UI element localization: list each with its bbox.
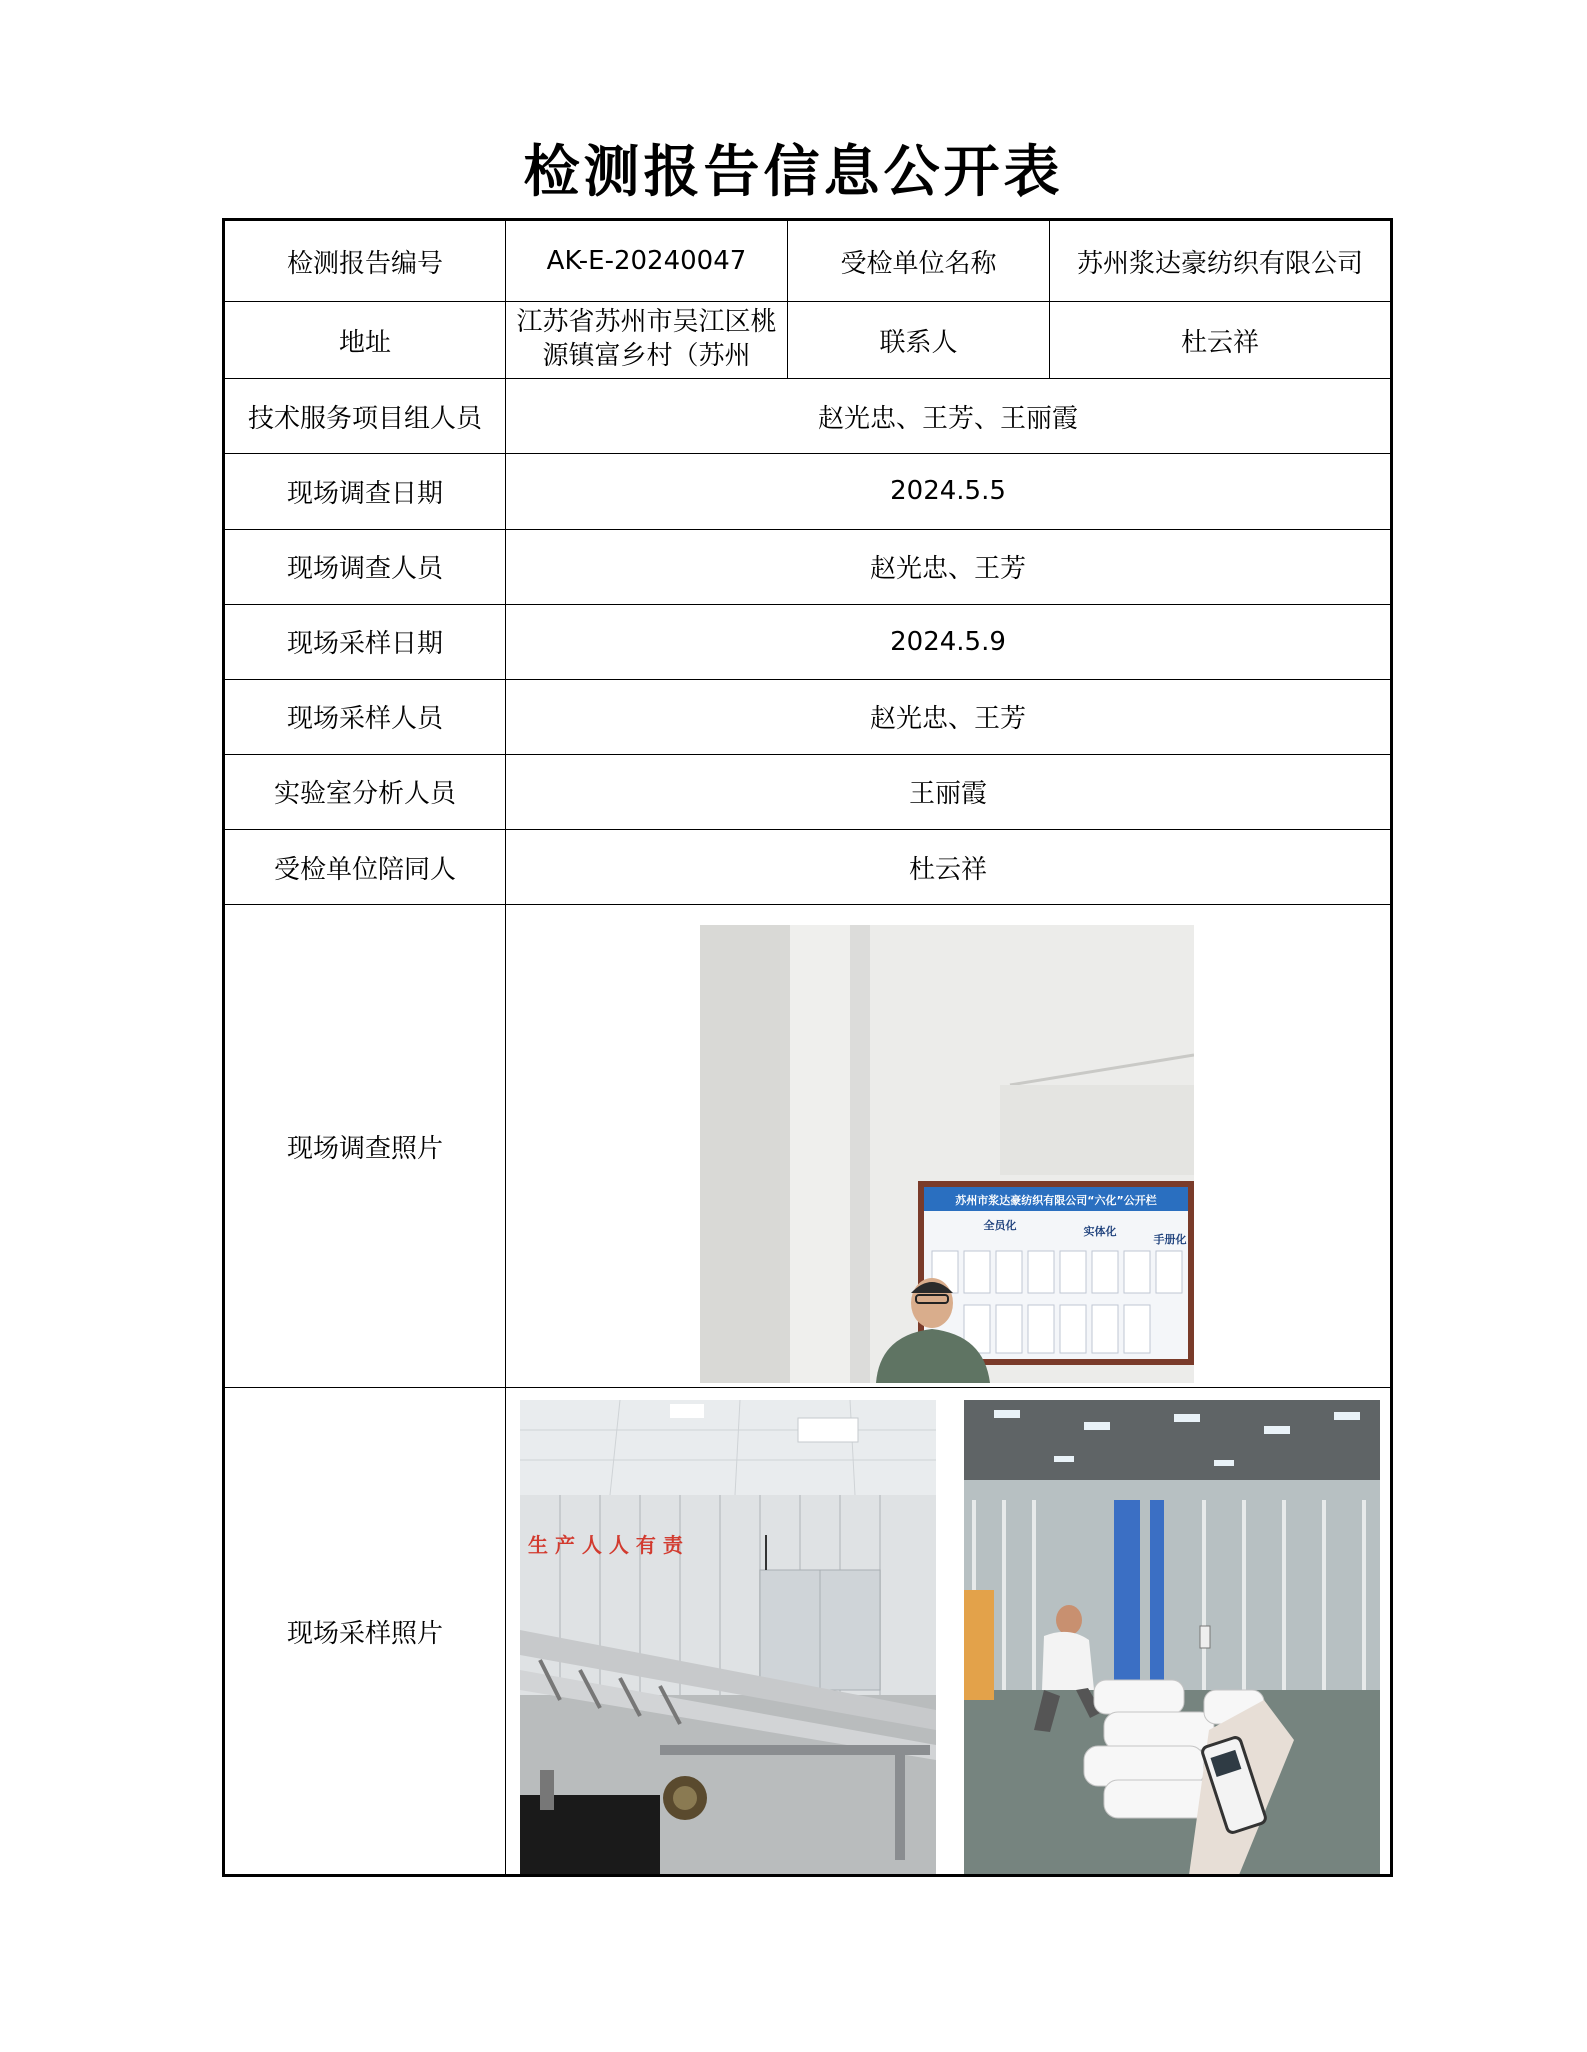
- sampling-date-value: 2024.5.9: [506, 604, 1392, 679]
- table-row: [224, 220, 1392, 302]
- sampling-staff-label: 现场采样人员: [224, 679, 506, 754]
- contact-value: 杜云祥: [1050, 302, 1392, 379]
- wall-slogan: 生 产 人 人 有 责: [528, 1533, 683, 1557]
- survey-photo-cell: [506, 905, 1392, 1388]
- unit-name-value: 苏州浆达豪纺织有限公司: [1050, 220, 1392, 302]
- survey-photo: [700, 925, 1194, 1383]
- sampling-photo-right: [964, 1400, 1380, 1875]
- report-table: [222, 218, 1393, 1877]
- survey-date-label: 现场调查日期: [224, 454, 506, 529]
- board-section: 全员化: [983, 1219, 1017, 1233]
- address-value: 江苏省苏州市吴江区桃源镇富乡村（苏州: [516, 307, 777, 372]
- page-title: 检测报告信息公开表: [523, 140, 1064, 205]
- address-cell: [506, 302, 788, 379]
- board-section: 实体化: [1083, 1225, 1117, 1239]
- contact-label: 联系人: [788, 302, 1050, 379]
- sampling-photo-left: [520, 1400, 936, 1875]
- table-row: [224, 1388, 1392, 1876]
- address-label: 地址: [224, 302, 506, 379]
- table-row: [224, 302, 1392, 379]
- table-row: [224, 454, 1392, 529]
- escort-label: 受检单位陪同人: [224, 830, 506, 905]
- lab-staff-label: 实验室分析人员: [224, 754, 506, 829]
- survey-staff-value: 赵光忠、王芳: [506, 529, 1392, 604]
- table-row: [224, 604, 1392, 679]
- lab-staff-value: 王丽霞: [506, 754, 1392, 829]
- board-section: 手册化: [1153, 1233, 1187, 1247]
- team-value: 赵光忠、王芳、王丽霞: [506, 379, 1392, 454]
- sampling-photo-cell: [506, 1388, 1392, 1876]
- report-no-label: 检测报告编号: [224, 220, 506, 302]
- table-row: [224, 830, 1392, 905]
- survey-staff-label: 现场调查人员: [224, 529, 506, 604]
- table-row: [224, 905, 1392, 1388]
- escort-value: 杜云祥: [506, 830, 1392, 905]
- sampling-date-label: 现场采样日期: [224, 604, 506, 679]
- survey-photo-label: 现场调查照片: [224, 905, 506, 1388]
- sampling-photo-label: 现场采样照片: [224, 1388, 506, 1876]
- table-row: [224, 754, 1392, 829]
- board-title: 苏州市浆达豪纺织有限公司“六化”公开栏: [955, 1194, 1157, 1208]
- table-row: [224, 529, 1392, 604]
- sampling-staff-value: 赵光忠、王芳: [506, 679, 1392, 754]
- survey-date-value: 2024.5.5: [506, 454, 1392, 529]
- table-row: [224, 379, 1392, 454]
- unit-name-label: 受检单位名称: [788, 220, 1050, 302]
- table-row: [224, 679, 1392, 754]
- report-no-value: AK-E-20240047: [506, 220, 788, 302]
- team-label: 技术服务项目组人员: [224, 379, 506, 454]
